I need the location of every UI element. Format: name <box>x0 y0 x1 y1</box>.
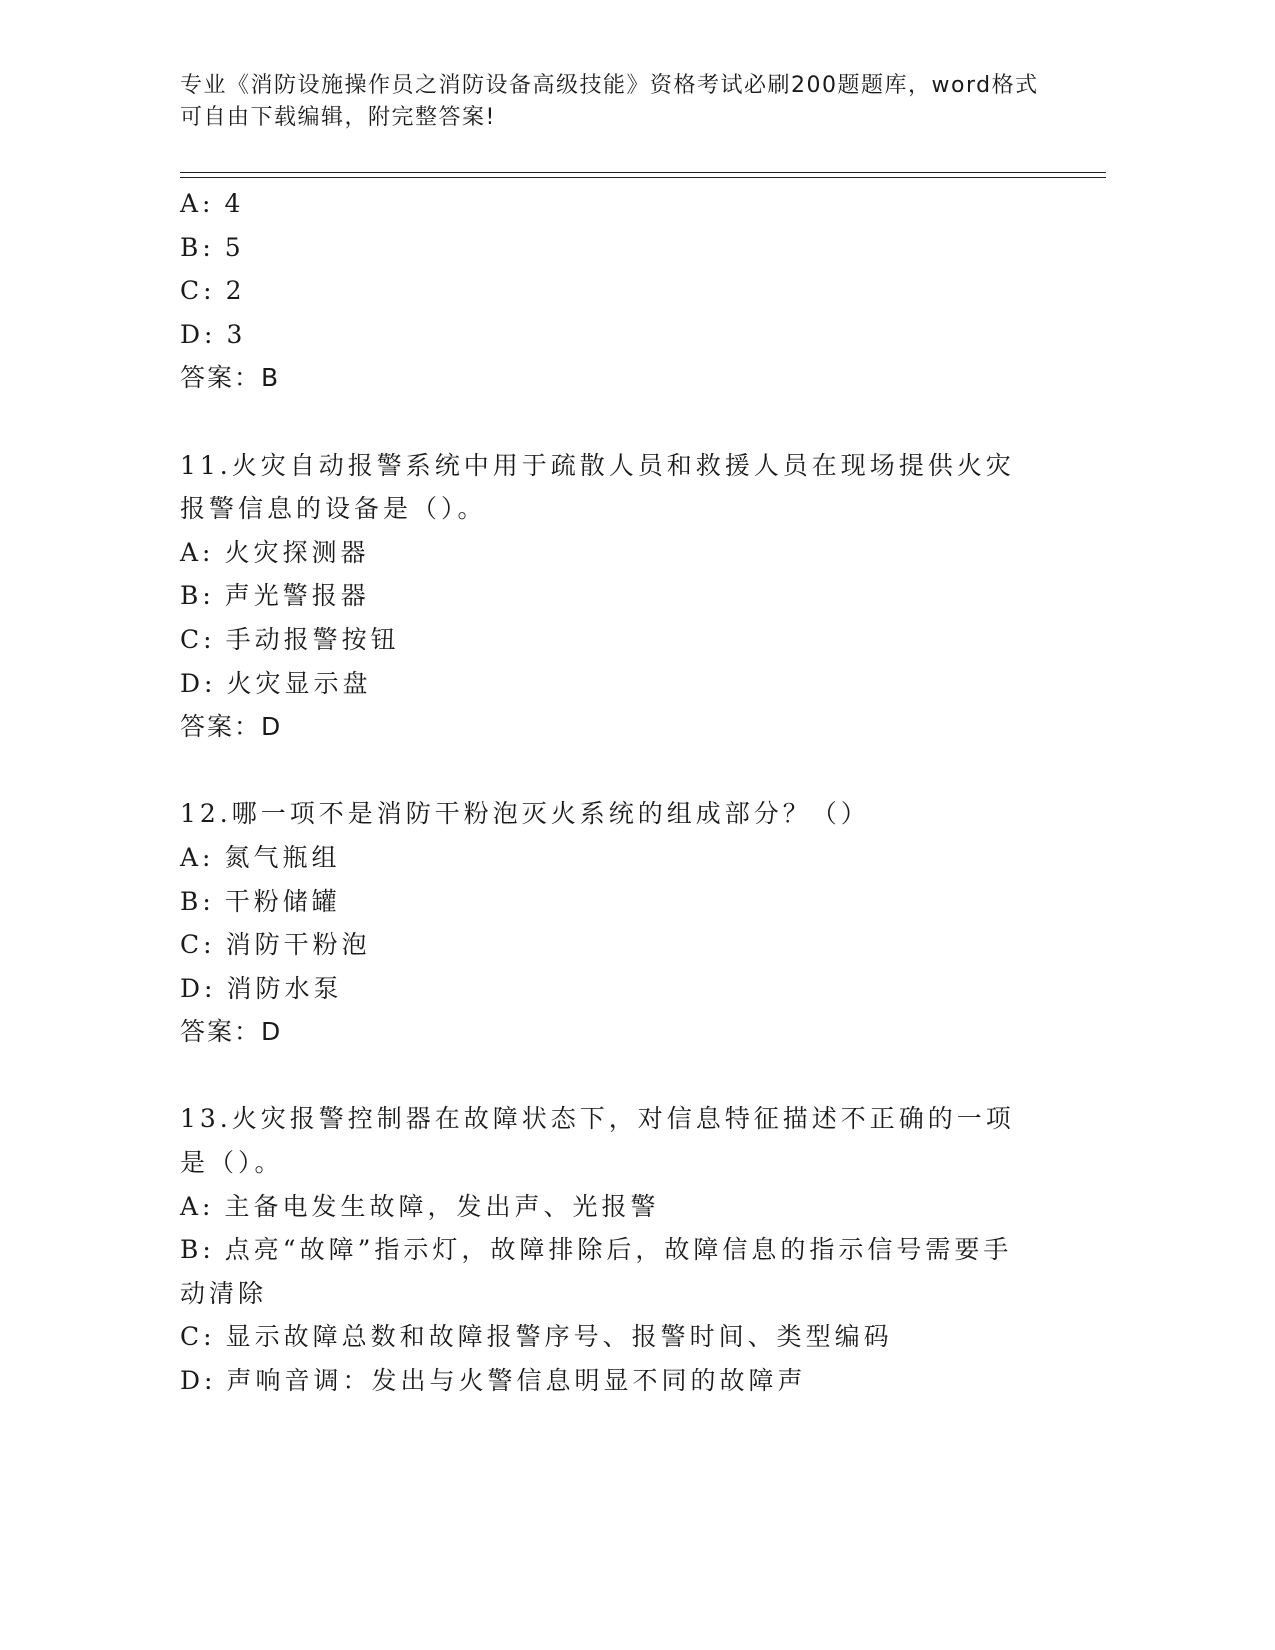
option-d: D: 声响音调：发出与火警信息明显不同的故障声 <box>180 1366 807 1396</box>
option-d: D: 消防水泵 <box>180 973 343 1003</box>
question-stem: 11.火灾自动报警系统中用于疏散人员和救援人员在现场提供火灾报警信息的设备是（）。 <box>180 450 1015 524</box>
option-b: B: 点亮“故障”指示灯，故障排除后，故障信息的指示信号需要手动清除 <box>180 1235 1013 1308</box>
option-a: A: 主备电发生故障，发出声、光报警 <box>180 1191 660 1221</box>
question-list <box>180 182 1080 1403</box>
question-stem: 13.火灾报警控制器在故障状态下，对信息特征描述不正确的一项是（）。 <box>180 1104 1015 1178</box>
question-13 <box>180 1097 1080 1402</box>
answer-line: 答案：D <box>180 712 283 742</box>
prev-question-options <box>180 182 1080 400</box>
option-c: C: 2 <box>180 276 246 306</box>
header-rule-bottom <box>180 177 1106 178</box>
option-a: A: 4 <box>180 189 245 218</box>
option-a: A: 氮气瓶组 <box>180 842 341 872</box>
option-b: B: 声光警报器 <box>180 581 370 611</box>
option-b: B: 干粉储罐 <box>180 886 341 916</box>
question-11 <box>180 444 1080 749</box>
option-d: D: 3 <box>180 319 247 349</box>
option-b: B: 5 <box>180 232 245 262</box>
answer-line: 答案：D <box>180 1017 283 1047</box>
question-stem: 12.哪一项不是消防干粉泡灭火系统的组成部分？（） <box>180 799 870 829</box>
document-header: 专业《消防设施操作员之消防设备高级技能》资格考试必刷200题题库，word格式可自由下载编辑，附完整答案! <box>180 73 1039 130</box>
option-c: C: 显示故障总数和故障报警序号、报警时间、类型编码 <box>180 1322 893 1352</box>
header-rule-top <box>180 172 1106 173</box>
option-c: C: 消防干粉泡 <box>180 930 371 960</box>
option-a: A: 火灾探测器 <box>180 537 370 567</box>
answer-line: 答案：B <box>180 363 281 393</box>
option-d: D: 火灾显示盘 <box>180 668 372 698</box>
option-c: C: 手动报警按钮 <box>180 624 400 654</box>
question-12 <box>180 792 1080 1054</box>
